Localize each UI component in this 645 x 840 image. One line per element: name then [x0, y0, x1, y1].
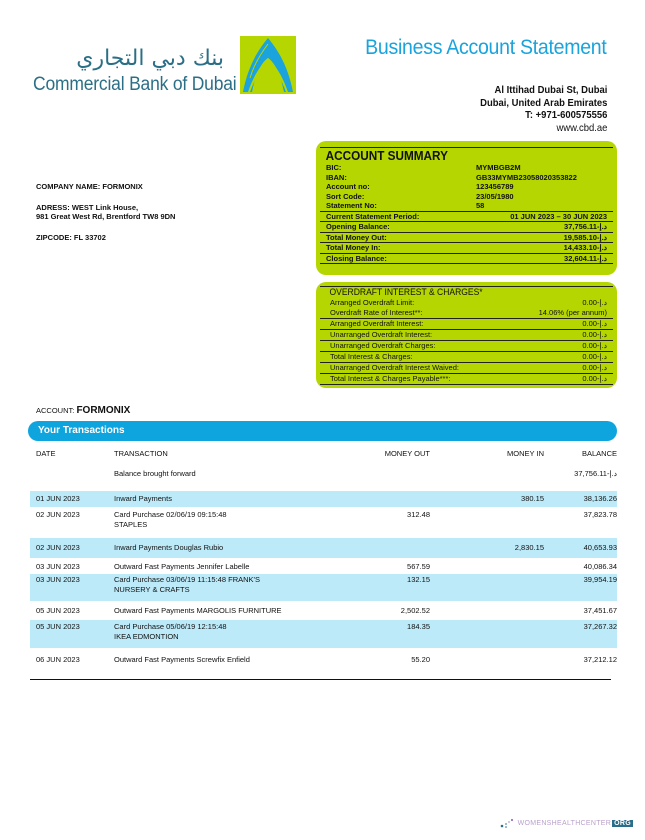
- cell-transaction: Outward Fast Payments Jennifer Labelle: [114, 562, 250, 571]
- label: Unarranged Overdraft Charges:: [330, 341, 436, 350]
- label: Total Interest & Charges:: [330, 352, 413, 361]
- desc-line: Card Purchase 02/06/19 09:15:48: [114, 510, 227, 519]
- cell-money-in: [430, 622, 544, 648]
- label: Unarranged Overdraft Interest:: [330, 330, 433, 339]
- col-money-in: MONEY IN: [507, 449, 544, 458]
- watermark-text: WOMENSHEALTHCENTER: [517, 819, 612, 827]
- label: Opening Balance:: [326, 222, 390, 231]
- bank-name-arabic: بنك دبي التجاري: [76, 46, 224, 71]
- label: Unarranged Overdraft Interest Waived:: [330, 363, 459, 372]
- cell-balance: 37,212.12: [583, 655, 617, 664]
- cell-balance: 37,267.32: [583, 622, 617, 631]
- overdraft-limit: [320, 298, 613, 308]
- company-address: [36, 203, 175, 222]
- value: د.إ-0.00: [582, 341, 607, 350]
- cell-date: 06 JUN 2023: [36, 655, 80, 664]
- col-date: DATE: [36, 449, 56, 458]
- cell-transaction: Outward Fast Payments MARGOLIS FURNITURE: [114, 606, 282, 615]
- value: د.إ-0.00: [582, 374, 607, 383]
- bank-arch-logo-icon: [240, 36, 296, 94]
- col-balance: BALANCE: [581, 449, 617, 458]
- cell-money-out: 2,502.52: [400, 606, 430, 615]
- overdraft-unarranged-charges: [320, 340, 613, 351]
- cell-balance: 40,653.93: [583, 543, 617, 552]
- website-link[interactable]: www.cbd.ae: [556, 121, 607, 134]
- overdraft-total-interest: [320, 351, 613, 362]
- value: 58: [476, 201, 485, 210]
- cell-money-out: [336, 494, 430, 507]
- cell-money-out: 55.20: [411, 655, 430, 664]
- value: د.إ-0.00: [582, 298, 607, 307]
- col-transaction: TRANSACTION: [114, 449, 168, 458]
- address-line: Al Ittihad Dubai St, Dubai: [494, 84, 607, 96]
- cell-balance: 37,451.67: [583, 606, 617, 615]
- cell-money-in: 380.15: [521, 494, 544, 503]
- overdraft-arranged-interest: [320, 318, 613, 329]
- cell-transaction: [114, 510, 336, 538]
- label: Current Statement Period:: [326, 211, 420, 221]
- label: Statement No:: [326, 201, 377, 210]
- account-summary-panel: [316, 141, 617, 275]
- summary-closing-balance: [320, 253, 613, 265]
- cell-money-out: [336, 543, 430, 558]
- label: Account no:: [326, 182, 370, 191]
- value: د.إ-32,604.11: [564, 253, 607, 263]
- label: Total Interest & Charges Payable***:: [330, 374, 451, 383]
- summary-account-no: [320, 182, 613, 192]
- cell-money-in: 2,830.15: [514, 543, 544, 552]
- cell-transaction: Inward Payments: [114, 494, 172, 503]
- summary-iban: [320, 173, 613, 183]
- transactions-banner: Your Transactions: [28, 421, 617, 441]
- value: د.إ-0.00: [582, 319, 607, 328]
- cell-date: 05 JUN 2023: [36, 606, 80, 615]
- cell-money-out: 567.59: [407, 562, 430, 571]
- table-row: [30, 466, 617, 488]
- label: Overdraft Rate of Interest**:: [330, 308, 423, 317]
- desc-line: Card Purchase 03/06/19 11:15:48 FRANK'S: [114, 575, 260, 584]
- company-info: [36, 182, 175, 253]
- cell-balance: 40,086.34: [583, 562, 617, 571]
- label: Sort Code:: [326, 191, 365, 201]
- table-header: [30, 446, 617, 466]
- company-address-line2: 981 Great West Rd, Brentford TW8 9DN: [36, 212, 176, 221]
- cell-date: 02 JUN 2023: [36, 543, 80, 552]
- dots-logo-icon: [500, 818, 516, 828]
- table-row: [30, 558, 617, 574]
- overdraft-rate: [320, 308, 613, 318]
- value: د.إ-37,756.11: [564, 222, 607, 231]
- desc-line: STAPLES: [114, 520, 148, 529]
- phone-line: T: +971-600575556: [524, 109, 607, 121]
- label: BIC:: [326, 163, 342, 172]
- cell-transaction: [114, 622, 336, 648]
- overdraft-interest-waived: [320, 362, 613, 373]
- overdraft-panel: [316, 282, 617, 388]
- label: Total Money In:: [326, 243, 381, 252]
- table-end-rule: [30, 679, 611, 680]
- value: MYMBGB2M: [476, 163, 521, 172]
- overdraft-unarranged-interest: [320, 329, 613, 340]
- summary-sort-code: [320, 192, 613, 202]
- value: د.إ-14,433.10: [563, 243, 607, 252]
- account-line: [36, 406, 130, 416]
- cell-money-in: [430, 575, 544, 601]
- cell-transaction: [114, 575, 336, 601]
- value: د.إ-19,585.10: [563, 232, 607, 242]
- cell-transaction: Inward Payments Douglas Rubio: [114, 543, 224, 552]
- table-row: [30, 574, 617, 601]
- cell-balance: د.إ-37,756.11: [574, 469, 617, 478]
- cell-money-in: [430, 562, 544, 574]
- company-address-line1: ADRESS: WEST Link House,: [36, 202, 139, 212]
- watermark-org: ORG: [614, 819, 631, 827]
- label: Total Money Out:: [326, 232, 387, 242]
- bank-logo: [30, 36, 300, 96]
- cell-balance: 38,136.26: [583, 494, 617, 503]
- bank-name-english: Commercial Bank of Dubai: [33, 74, 237, 95]
- cell-money-in: [430, 606, 544, 620]
- summary-total-money-in: [320, 242, 613, 253]
- bank-address: [480, 84, 607, 134]
- cell-balance: 39,954.19: [583, 575, 617, 584]
- account-label: ACCOUNT:: [36, 406, 75, 415]
- value: د.إ-0.00: [582, 330, 607, 339]
- table-row: [30, 601, 617, 620]
- summary-opening-balance: [320, 221, 613, 232]
- overdraft-total-payable: [320, 373, 613, 385]
- cell-money-in: [430, 469, 544, 488]
- table-row: [30, 491, 617, 507]
- overdraft-title: OVERDRAFT INTEREST & CHARGES*: [329, 287, 483, 297]
- transactions-table: [30, 446, 617, 670]
- value: 23/05/1980: [476, 191, 514, 201]
- summary-statement-no: [320, 201, 613, 211]
- table-row: [30, 620, 617, 648]
- company-name: COMPANY NAME: FORMONIX: [36, 182, 143, 191]
- cell-money-in: [430, 510, 544, 538]
- summary-period: [320, 211, 613, 222]
- value: 14.06% (per annum): [538, 308, 607, 317]
- desc-line: Card Purchase 05/06/19 12:15:48: [114, 622, 227, 631]
- cell-date: 01 JUN 2023: [36, 494, 80, 503]
- label: Arranged Overdraft Limit:: [330, 298, 415, 307]
- table-row: [30, 648, 617, 670]
- value: 01 JUN 2023 – 30 JUN 2023: [510, 211, 607, 221]
- cell-money-out: 132.15: [407, 575, 430, 584]
- label: Arranged Overdraft Interest:: [330, 319, 424, 328]
- company-zipcode: ZIPCODE: FL 33702: [36, 232, 106, 242]
- cell-date: [30, 469, 114, 488]
- cell-date: 03 JUN 2023: [36, 562, 80, 571]
- watermark: [500, 818, 633, 828]
- col-money-out: MONEY OUT: [384, 449, 430, 458]
- cell-money-out: 184.35: [407, 622, 430, 631]
- value: GB33MYMB23058020353822: [476, 172, 577, 182]
- cell-date: 03 JUN 2023: [36, 575, 80, 584]
- account-summary-title: ACCOUNT SUMMARY: [325, 149, 448, 163]
- cell-date: 02 JUN 2023: [36, 510, 80, 519]
- label: IBAN:: [326, 172, 347, 182]
- cell-date: 05 JUN 2023: [36, 622, 80, 631]
- address-line: Dubai, United Arab Emirates: [479, 96, 607, 109]
- cell-money-out: 312.48: [407, 510, 430, 519]
- value: 123456789: [476, 182, 514, 191]
- value: د.إ-0.00: [582, 363, 607, 372]
- table-row: [30, 507, 617, 538]
- document-title: Business Account Statement: [365, 36, 607, 59]
- cell-money-out: [336, 469, 430, 488]
- summary-bic: [320, 163, 613, 173]
- desc-line: NURSERY & CRAFTS: [114, 585, 190, 594]
- table-row: [30, 538, 617, 558]
- cell-money-in: [430, 655, 544, 670]
- desc-line: IKEA EDMONTION: [114, 632, 179, 641]
- account-name: FORMONIX: [76, 405, 131, 416]
- cell-transaction: Balance brought forward: [114, 469, 196, 478]
- cell-transaction: Outward Fast Payments Screwfix Enfield: [114, 655, 250, 664]
- divider: [320, 147, 613, 148]
- value: د.إ-0.00: [582, 352, 607, 361]
- label: Closing Balance:: [326, 253, 387, 263]
- summary-total-money-out: [320, 232, 613, 243]
- cell-balance: 37,823.78: [583, 510, 617, 519]
